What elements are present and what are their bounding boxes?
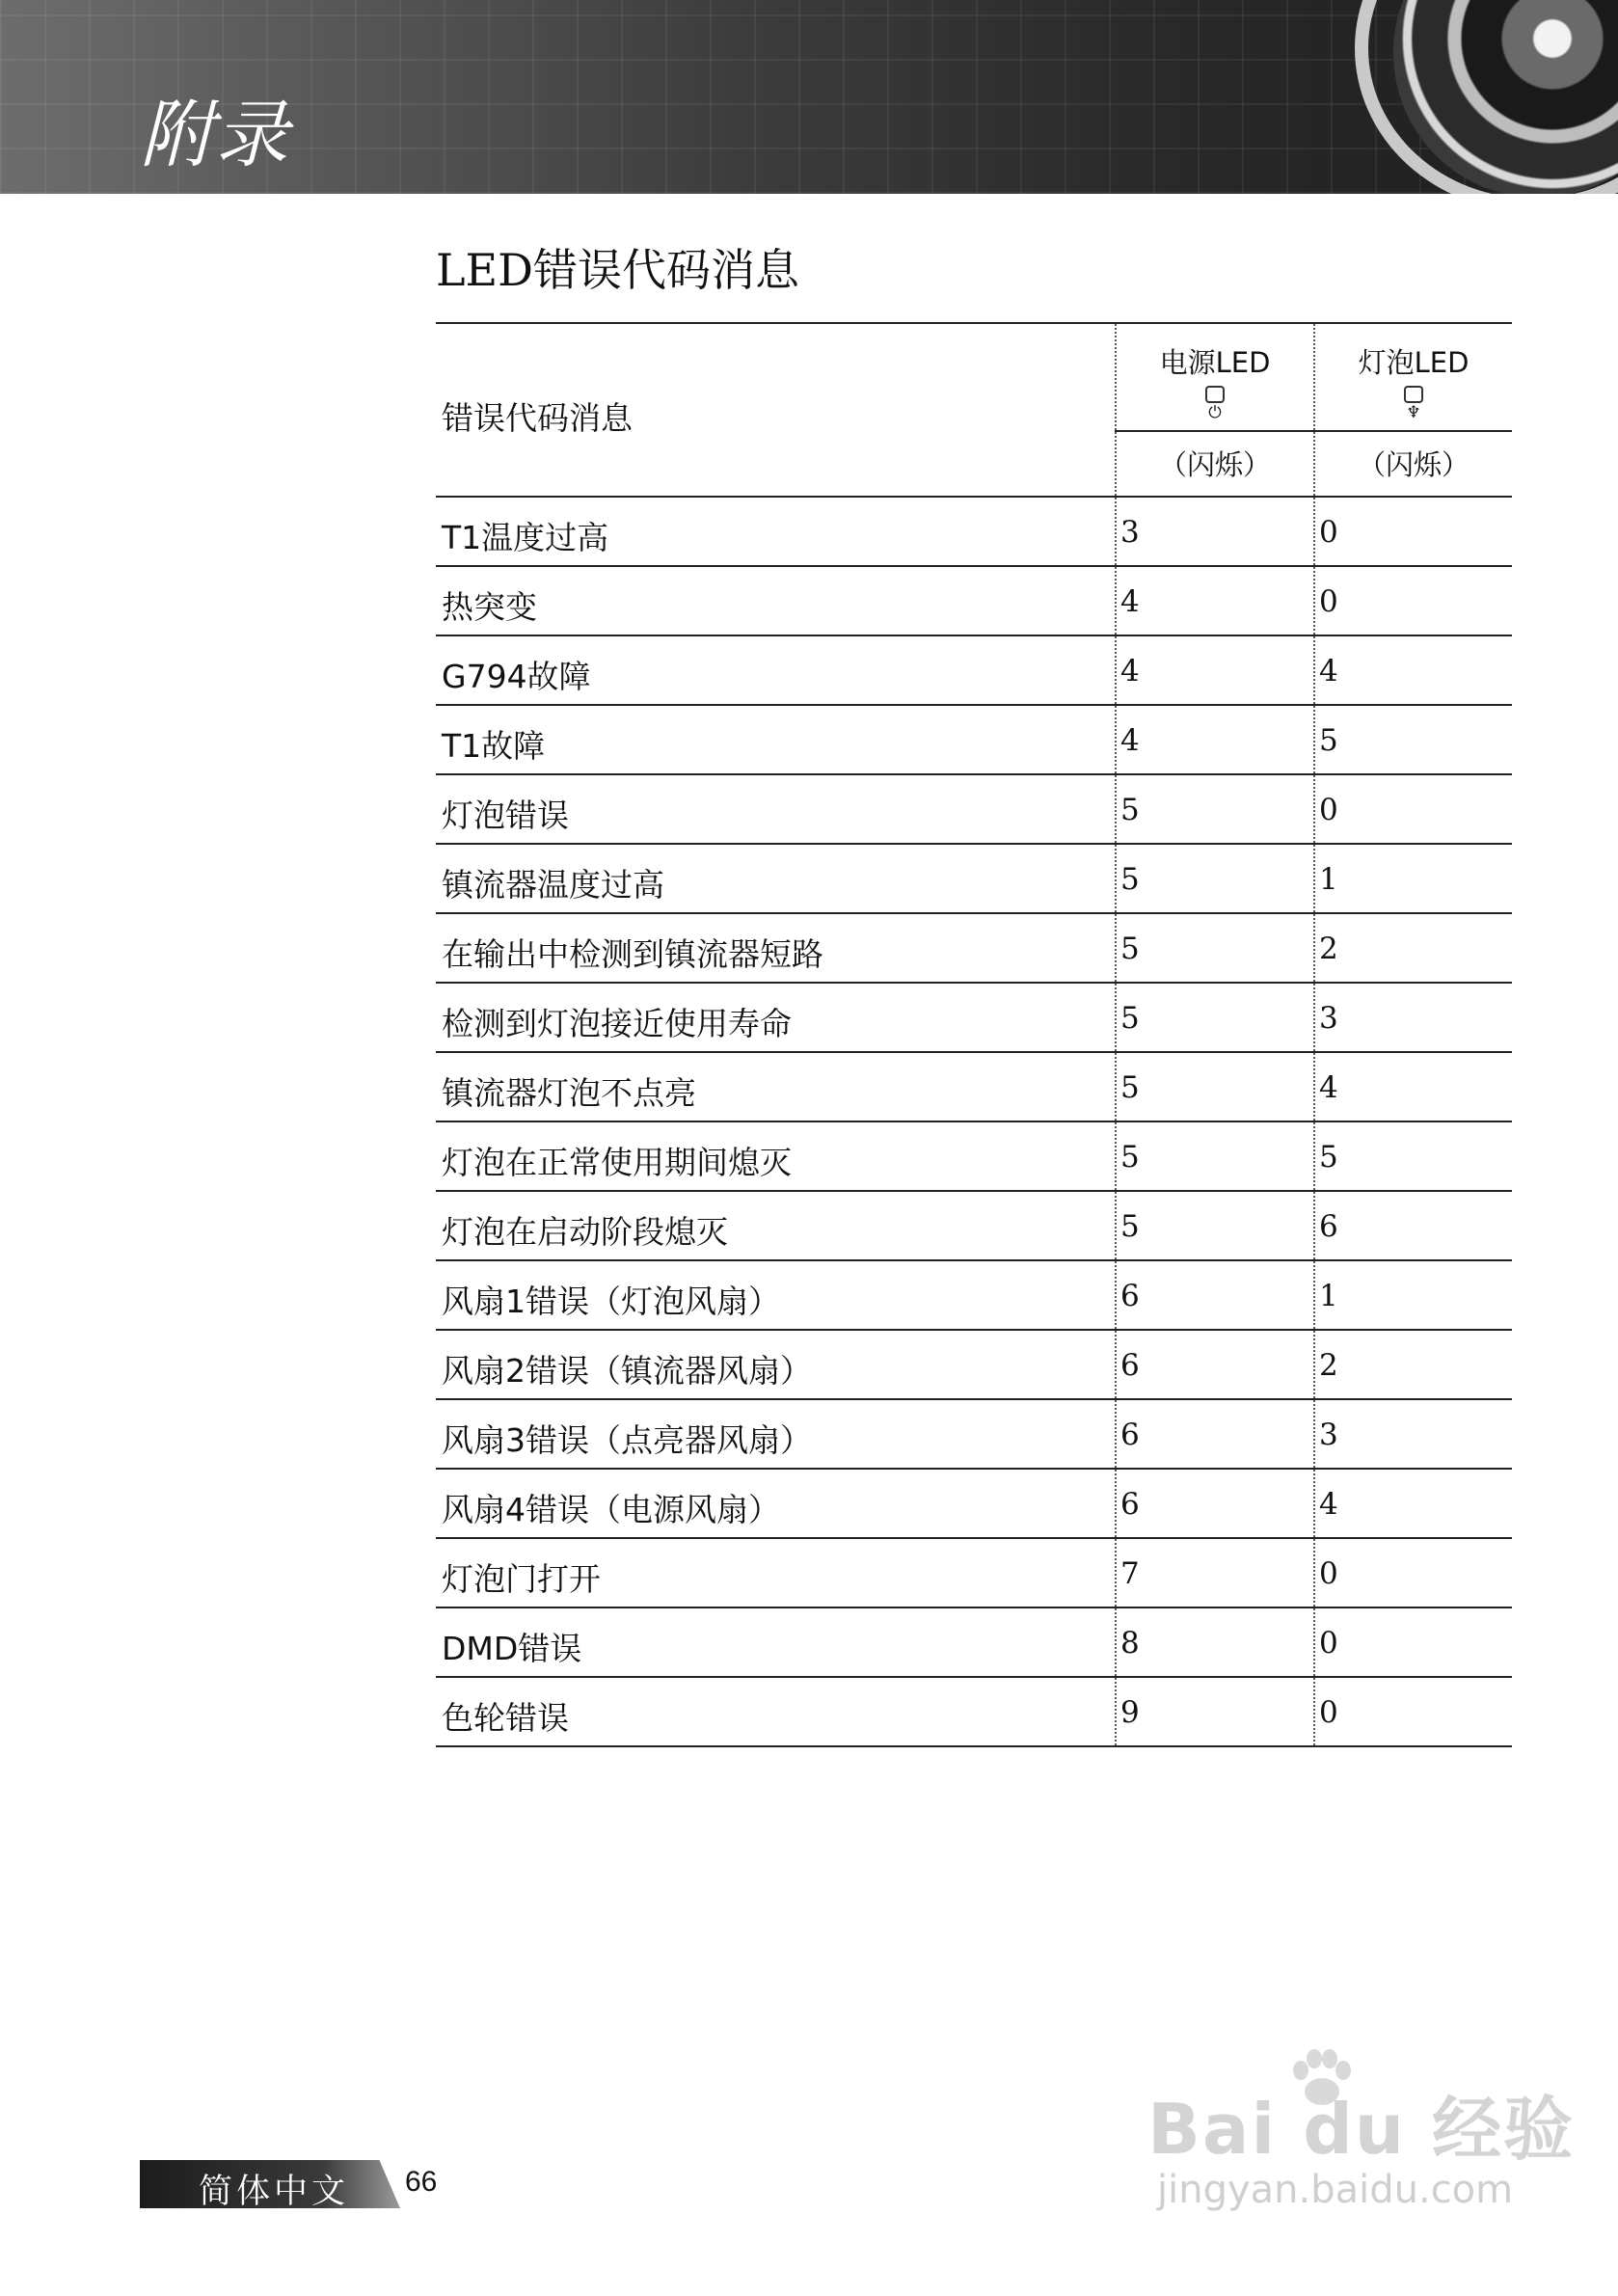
footer-language: 简体中文 bbox=[199, 2173, 350, 2211]
power-led-blinks: 4 bbox=[1120, 654, 1140, 689]
lamp-icon: ♆ bbox=[1406, 403, 1421, 422]
watermark-logo: Bai du 经验 bbox=[1147, 2089, 1576, 2170]
table-row bbox=[436, 984, 1512, 1053]
table-row bbox=[436, 498, 1512, 567]
power-led-blinks: 3 bbox=[1120, 515, 1140, 550]
lamp-led-blinks: 0 bbox=[1319, 515, 1338, 550]
lamp-led-blinks: 0 bbox=[1319, 1695, 1338, 1730]
power-led-label: 电源LED bbox=[1159, 346, 1271, 379]
column-divider bbox=[1115, 1122, 1117, 1190]
table-row bbox=[436, 1400, 1512, 1470]
table-row bbox=[436, 1608, 1512, 1678]
column-divider bbox=[1115, 914, 1117, 982]
column-divider bbox=[1115, 636, 1117, 704]
error-message: 灯泡在正常使用期间熄灭 bbox=[442, 1144, 792, 1181]
column-divider bbox=[1115, 1331, 1117, 1398]
power-led-blinks: 6 bbox=[1120, 1487, 1140, 1522]
power-led-blinks: 8 bbox=[1120, 1626, 1140, 1661]
lamp-led-blink-label: （闪烁） bbox=[1357, 448, 1470, 481]
lamp-led-blinks: 0 bbox=[1319, 793, 1338, 827]
power-led-blinks: 7 bbox=[1120, 1556, 1140, 1591]
error-message: T1温度过高 bbox=[442, 519, 609, 556]
led-error-table bbox=[436, 322, 1512, 1747]
column-divider bbox=[1115, 1678, 1117, 1745]
column-divider bbox=[1313, 706, 1315, 773]
lamp-led-blinks: 4 bbox=[1319, 1070, 1338, 1105]
column-divider bbox=[1313, 1261, 1315, 1329]
column-divider bbox=[1313, 984, 1315, 1051]
led-indicator-box bbox=[1404, 386, 1423, 403]
table-row bbox=[436, 1122, 1512, 1192]
error-message: 风扇1错误（灯泡风扇） bbox=[442, 1283, 780, 1320]
lamp-led-blinks: 4 bbox=[1319, 654, 1338, 689]
lamp-led-blinks: 1 bbox=[1319, 862, 1338, 897]
lamp-led-blinks: 4 bbox=[1319, 1487, 1338, 1522]
column-divider bbox=[1115, 706, 1117, 773]
table-row bbox=[436, 1539, 1512, 1608]
error-message: 灯泡在启动阶段熄灭 bbox=[442, 1213, 728, 1251]
table-row bbox=[436, 636, 1512, 706]
power-icon: ⏻ bbox=[1208, 403, 1222, 422]
lamp-led-blinks: 0 bbox=[1319, 584, 1338, 619]
column-divider bbox=[1115, 1261, 1117, 1329]
column-divider bbox=[1313, 498, 1315, 565]
table-row bbox=[436, 706, 1512, 775]
lamp-led-label: 灯泡LED bbox=[1358, 346, 1470, 379]
power-led-blinks: 5 bbox=[1120, 1140, 1140, 1175]
lamp-led-blinks: 5 bbox=[1319, 723, 1338, 758]
power-led-blinks: 6 bbox=[1120, 1348, 1140, 1383]
error-message: 灯泡门打开 bbox=[442, 1560, 601, 1598]
header-label: 错误代码消息 bbox=[442, 399, 633, 437]
table-row bbox=[436, 914, 1512, 984]
error-message: 检测到灯泡接近使用寿命 bbox=[442, 1005, 792, 1042]
column-divider bbox=[1115, 1192, 1117, 1259]
column-divider bbox=[1313, 636, 1315, 704]
column-divider bbox=[1115, 775, 1117, 843]
error-message: 镇流器灯泡不点亮 bbox=[442, 1074, 696, 1112]
column-divider bbox=[1313, 1608, 1315, 1676]
error-message: 色轮错误 bbox=[442, 1699, 569, 1737]
power-led-blinks: 6 bbox=[1120, 1418, 1140, 1452]
column-divider bbox=[1115, 984, 1117, 1051]
header-power-led bbox=[1117, 324, 1313, 496]
lamp-led-blinks: 2 bbox=[1319, 1348, 1338, 1383]
lamp-led-blinks: 0 bbox=[1319, 1556, 1338, 1591]
column-divider bbox=[1115, 1053, 1117, 1121]
banner-title: 附录 bbox=[140, 92, 290, 177]
header-lamp-led bbox=[1315, 324, 1512, 496]
table-row bbox=[436, 1678, 1512, 1747]
error-message: DMD错误 bbox=[442, 1630, 582, 1667]
column-divider bbox=[1313, 1331, 1315, 1398]
lamp-led-blinks: 2 bbox=[1319, 932, 1338, 966]
column-divider bbox=[1313, 1678, 1315, 1745]
watermark-url: jingyan.baidu.com bbox=[1157, 2168, 1514, 2212]
table-row bbox=[436, 845, 1512, 914]
column-divider bbox=[1115, 498, 1117, 565]
column-divider bbox=[1313, 1192, 1315, 1259]
table-header bbox=[436, 322, 1512, 498]
lamp-led-blinks: 3 bbox=[1319, 1418, 1338, 1452]
error-message: 风扇2错误（镇流器风扇） bbox=[442, 1352, 812, 1390]
section-title: LED错误代码消息 bbox=[436, 244, 800, 296]
column-divider bbox=[1115, 1400, 1117, 1468]
power-led-blinks: 5 bbox=[1120, 932, 1140, 966]
page-number: 66 bbox=[405, 2166, 438, 2198]
power-led-blinks: 9 bbox=[1120, 1695, 1140, 1730]
column-divider bbox=[1115, 845, 1117, 912]
lamp-led-blinks: 6 bbox=[1319, 1209, 1338, 1244]
error-message: 在输出中检测到镇流器短路 bbox=[442, 935, 823, 973]
power-led-blinks: 5 bbox=[1120, 1209, 1140, 1244]
column-divider bbox=[1313, 1400, 1315, 1468]
table-row bbox=[436, 1192, 1512, 1261]
table-row bbox=[436, 1261, 1512, 1331]
lamp-led-blinks: 0 bbox=[1319, 1626, 1338, 1661]
table-row bbox=[436, 1470, 1512, 1539]
column-divider bbox=[1115, 1470, 1117, 1537]
error-message: 热突变 bbox=[442, 588, 537, 626]
table-row bbox=[436, 567, 1512, 636]
column-divider bbox=[1115, 1539, 1117, 1607]
column-divider bbox=[1313, 775, 1315, 843]
power-led-blinks: 5 bbox=[1120, 862, 1140, 897]
table-body bbox=[436, 498, 1512, 1747]
table-row bbox=[436, 775, 1512, 845]
led-indicator-box bbox=[1205, 386, 1225, 403]
column-divider bbox=[1313, 845, 1315, 912]
power-led-blinks: 4 bbox=[1120, 723, 1140, 758]
lamp-led-blinks: 3 bbox=[1319, 1001, 1338, 1036]
column-divider bbox=[1313, 567, 1315, 635]
column-divider bbox=[1313, 1122, 1315, 1190]
error-message: 风扇4错误（电源风扇） bbox=[442, 1491, 780, 1528]
column-divider bbox=[1115, 1608, 1117, 1676]
column-divider bbox=[1313, 914, 1315, 982]
power-led-blinks: 6 bbox=[1120, 1279, 1140, 1313]
power-led-blinks: 5 bbox=[1120, 1001, 1140, 1036]
error-message: 镇流器温度过高 bbox=[442, 866, 664, 904]
lamp-led-blinks: 5 bbox=[1319, 1140, 1338, 1175]
column-divider bbox=[1313, 1470, 1315, 1537]
error-message: 风扇3错误（点亮器风扇） bbox=[442, 1421, 812, 1459]
lamp-led-blinks: 1 bbox=[1319, 1279, 1338, 1313]
power-led-blinks: 5 bbox=[1120, 793, 1140, 827]
column-divider bbox=[1313, 1053, 1315, 1121]
error-message: 灯泡错误 bbox=[442, 797, 569, 834]
table-row bbox=[436, 1053, 1512, 1122]
header-banner bbox=[0, 0, 1618, 194]
error-message: T1故障 bbox=[442, 727, 546, 765]
table-row bbox=[436, 1331, 1512, 1400]
error-message: G794故障 bbox=[442, 658, 591, 695]
column-divider bbox=[1313, 1539, 1315, 1607]
column-divider bbox=[1115, 567, 1117, 635]
power-led-blinks: 5 bbox=[1120, 1070, 1140, 1105]
power-led-blinks: 4 bbox=[1120, 584, 1140, 619]
power-led-blink-label: （闪烁） bbox=[1158, 448, 1271, 481]
